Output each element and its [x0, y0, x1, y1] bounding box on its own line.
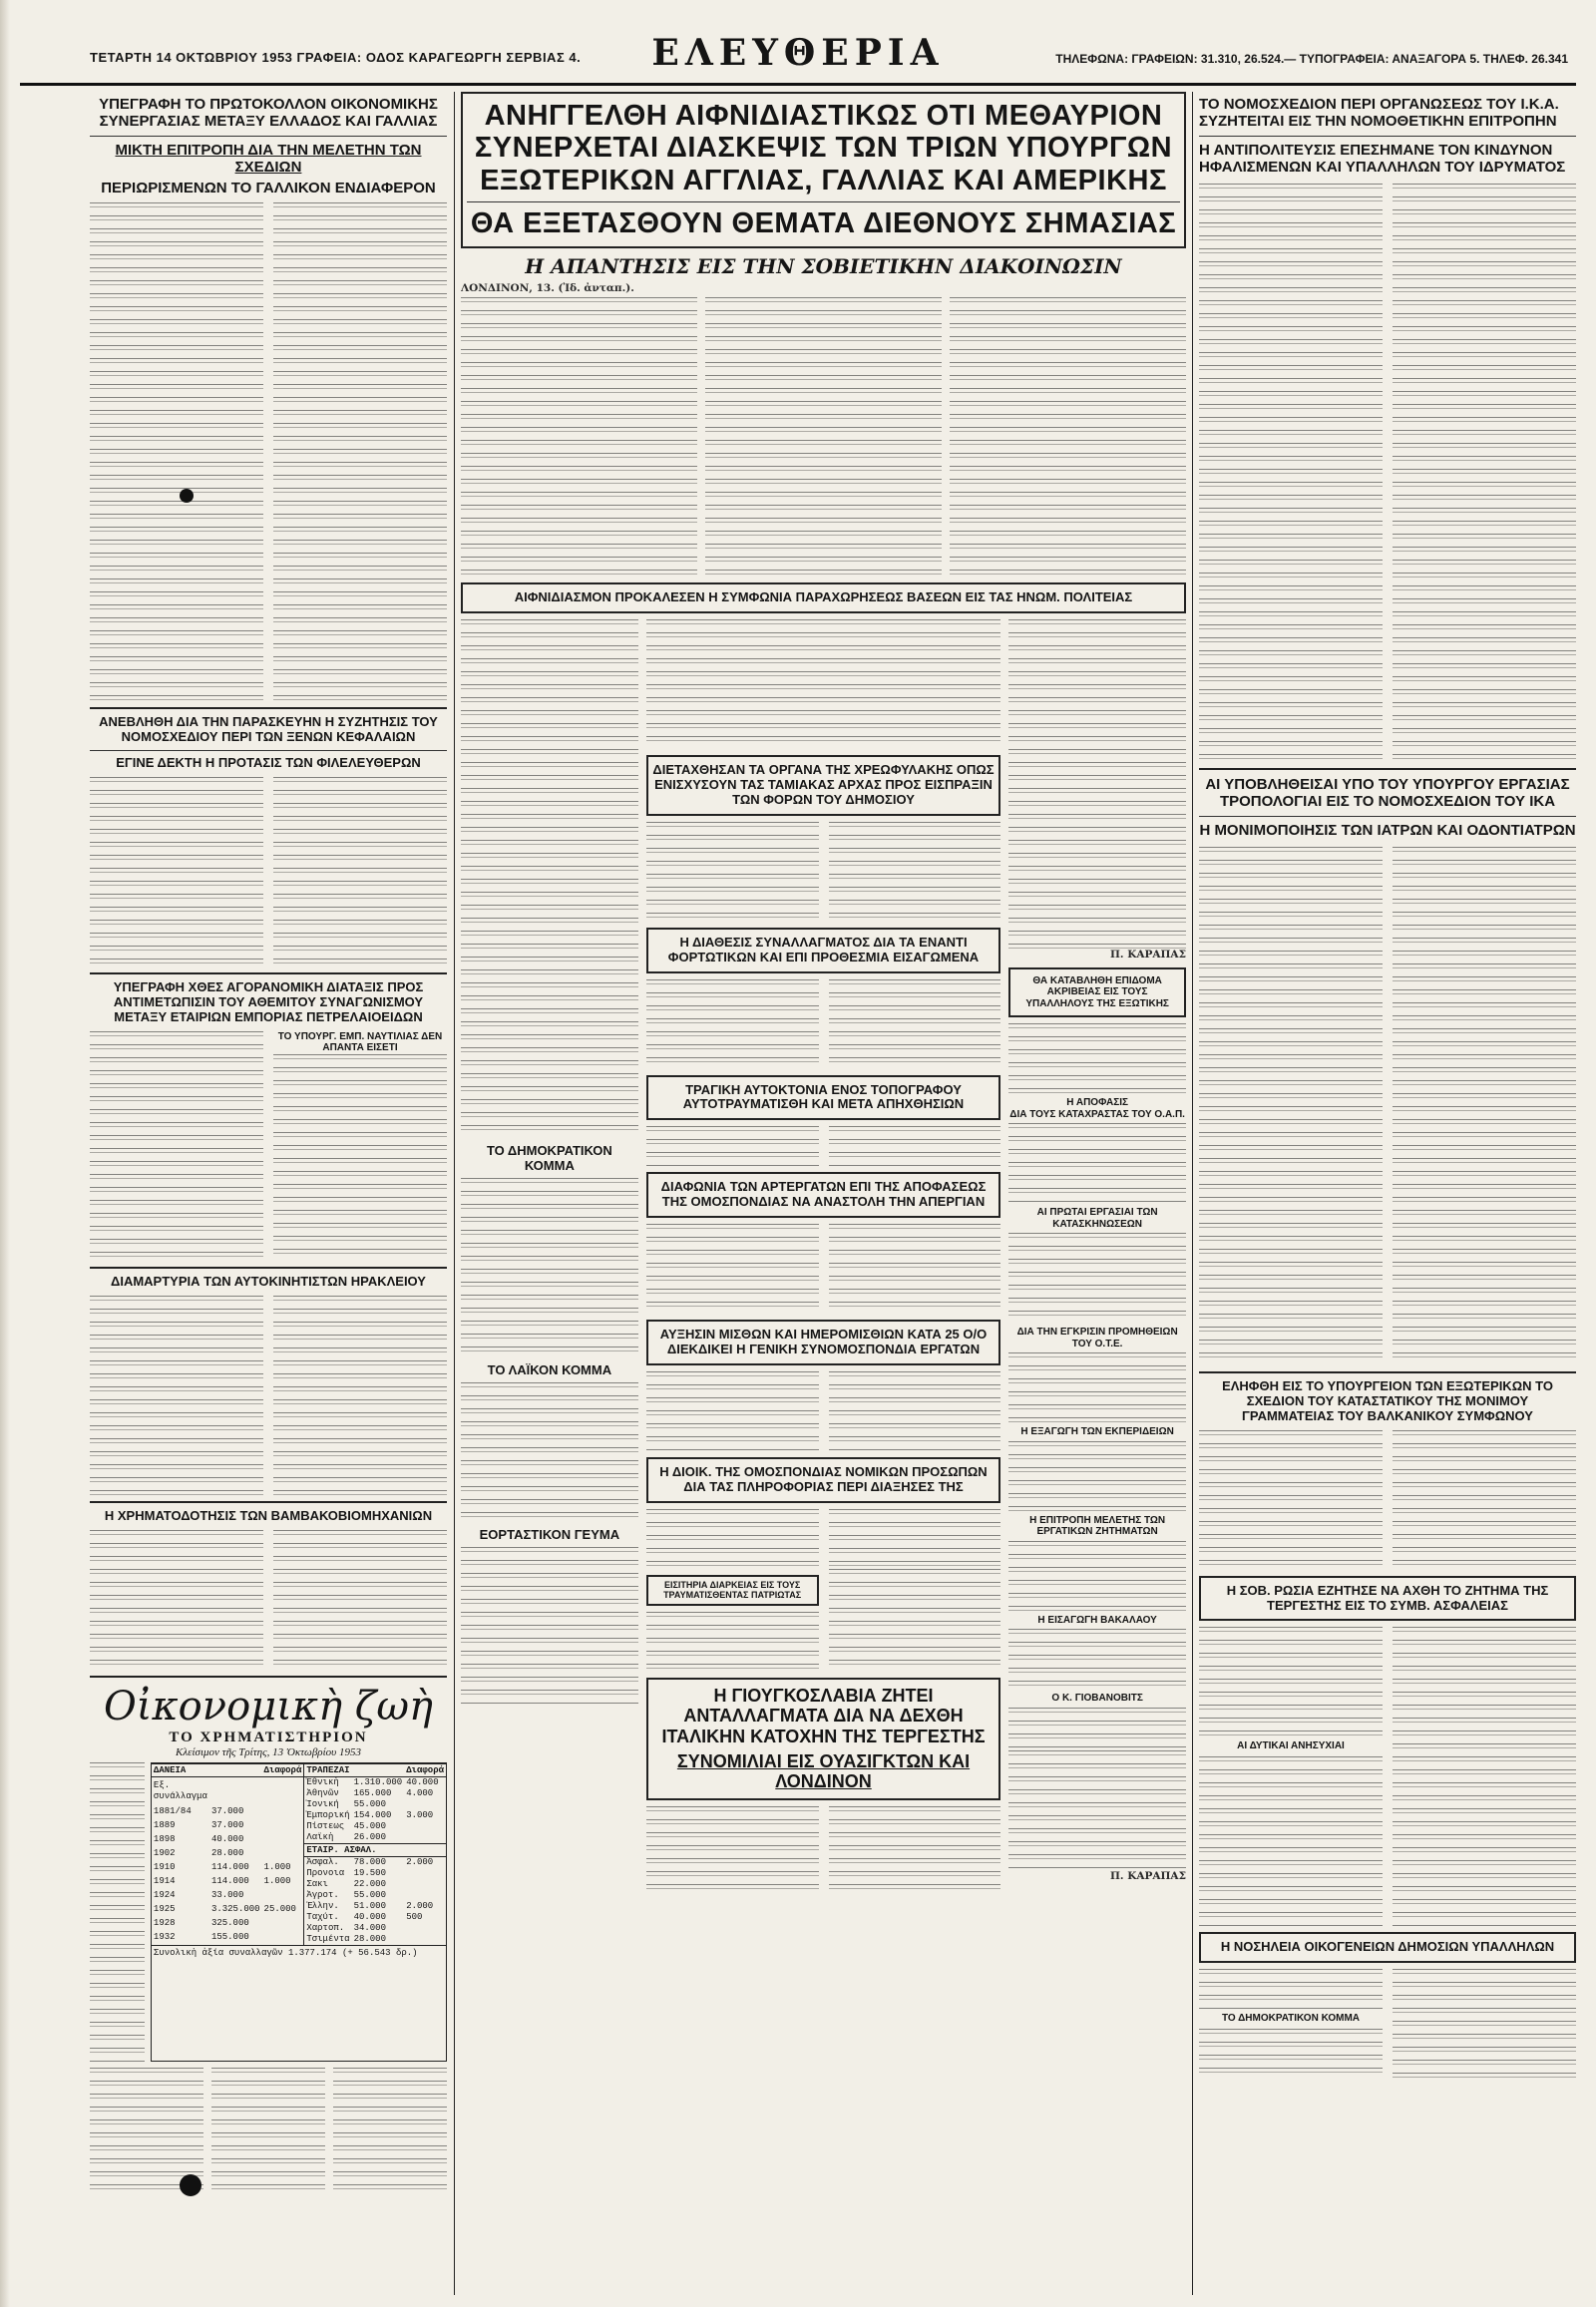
- article-headline: ΑΙ ΥΠΟΒΛΗΘΕΙΣΑΙ ΥΠΟ ΤΟΥ ΥΠΟΥΡΓΟΥ ΕΡΓΑΣΙΑΣ ΤΡΟΠΟΛΟΓΙΑΙ ΕΙΣ ΤΟ ΝΟΜΟΣΧΕΔΙΟΝ ΤΟΥ ΙΚΑ: [1205, 776, 1570, 811]
- loans-header: ΔΑΝΕΙΑ: [152, 1763, 209, 1776]
- article-body: [646, 979, 1001, 1069]
- table-cell: Ἐμπορική: [306, 1809, 350, 1820]
- article-headline-box: [1199, 1576, 1576, 1622]
- table-cell: [209, 1776, 262, 1805]
- article-subheadline: ΠΕΡΙΩΡΙΣΜΕΝΩΝ ΤΟ ΓΑΛΛΙΚΟΝ ΕΝΔΙΑΦΕΡΟΝ: [101, 180, 436, 196]
- article-headline-box: [646, 1457, 1001, 1503]
- table-cell: 78.000: [353, 1856, 386, 1867]
- article-body: [461, 1382, 638, 1522]
- article-body: [90, 777, 447, 966]
- column-divider: [1192, 92, 1193, 2295]
- table-cell: 1898: [153, 1834, 176, 1845]
- article-headline-box: [646, 928, 1001, 973]
- article-body: [646, 1371, 1001, 1451]
- scan-shadow: [0, 0, 10, 2307]
- article-headline-box: [1199, 1932, 1576, 1963]
- lead-kicker: Η ΑΠΑΝΤΗΣΙΣ ΕΙΣ ΤΗΝ ΣΟΒΙΕΤΙΚΗΝ ΔΙΑΚΟΙΝΩΣΙΝ: [525, 253, 1122, 278]
- table-cell: Ἀσφαλ.: [306, 1856, 339, 1867]
- article-headline: Η ΧΡΗΜΑΤΟΔΟΤΗΣΙΣ ΤΩΝ ΒΑΜΒΑΚΟΒΙΟΜΗΧΑΝΙΩΝ: [104, 1507, 433, 1523]
- article-body: [1008, 619, 1186, 949]
- article-body: [1199, 1430, 1576, 1570]
- table-cell: 55.000: [353, 1889, 386, 1900]
- article-headline: ΔΙΑ ΤΗΝ ΕΓΚΡΙΣΙΝ ΠΡΟΜΗΘΕΙΩΝ ΤΟΥ Ο.Τ.Ε.: [1016, 1327, 1178, 1349]
- article-body: [1199, 847, 1576, 1365]
- shares-header: ΕΤΑΙΡ. ΑΣΦΑΛ.: [304, 1843, 446, 1856]
- loan-row: [152, 1805, 304, 1819]
- table-cell: 1.310.000: [353, 1776, 403, 1787]
- table-cell: 22.000: [353, 1878, 386, 1889]
- table-cell: 114.000: [210, 1876, 249, 1887]
- table-cell: 34.000: [353, 1922, 386, 1933]
- table-cell: 1902: [153, 1848, 176, 1859]
- article-headline: ΤΡΑΓΙΚΗ ΑΥΤΟΚΤΟΝΙΑ ΕΝΟΣ ΤΟΠΟΓΡΑΦΟΥ ΑΥΤΟΤΡΑΥΜΑΤΙΣΘΗ ΚΑΙ ΜΕΤΑ ΑΠΗΧΘΗΣΙΩΝ: [682, 1081, 965, 1112]
- right-column: [1199, 92, 1576, 2295]
- table-cell: 28.000: [353, 1933, 386, 1944]
- table-cell: [404, 1799, 446, 1810]
- article-headline: Η ΓΙΟΥΓΚΟΣΛΑΒΙΑ ΖΗΤΕΙ ΑΝΤΑΛΛΑΓΜΑΤΑ ΔΙΑ ΝΑ ΔΕΧΘΗ ΙΤΑΛΙΚΗΝ ΚΑΤΟΧΗΝ ΤΗΣ ΤΕΡΓΕΣΤΗΣ: [661, 1685, 986, 1747]
- table-cell: 1910: [153, 1862, 176, 1873]
- table-cell: [404, 1868, 446, 1879]
- article-headline: ΔΙΕΤΑΧΘΗΣΑΝ ΤΑ ΟΡΓΑΝΑ ΤΗΣ ΧΡΕΩΦΥΛΑΚΗΣ ΟΠΩΣ ΕΝΙΣΧΥΣΟΥΝ ΤΑΣ ΤΑΜΙΑΚΑΣ ΑΡΧΑΣ ΠΡΟΣ ΕΙΣΠΡΑΞΙΝ ΤΩΝ ΦΟΡΩΝ ΤΟΥ ΔΗΜΟΣΙΟΥ: [652, 761, 995, 807]
- article-headline: ΕΙΣΙΤΗΡΙΑ ΔΙΑΡΚΕΙΑΣ ΕΙΣ ΤΟΥΣ ΤΡΑΥΜΑΤΙΣΘΕΝΤΑΣ ΠΑΤΡΙΩΤΑΣ: [663, 1580, 802, 1601]
- masthead: [20, 28, 1576, 86]
- table-cell: 51.000: [353, 1900, 386, 1911]
- article-headline: Η ΔΙΑΘΕΣΙΣ ΣΥΝΑΛΛΑΓΜΑΤΟΣ ΔΙΑ ΤΑ ΕΝΑΝΤΙ ΦΟΡΤΩΤΙΚΩΝ ΚΑΙ ΕΠΙ ΠΡΟΘΕΣΜΙΑ ΕΙΣΑΓΩΜΕΝΑ: [667, 934, 980, 964]
- article-body: [646, 1509, 1001, 1569]
- table-cell: [404, 1890, 446, 1901]
- loan-row: [152, 1889, 304, 1903]
- bank-row: [304, 1810, 446, 1821]
- ink-blot: [180, 2174, 201, 2196]
- article-headline: ΕΟΡΤΑΣΤΙΚΟΝ ΓΕΥΜΑ: [479, 1526, 620, 1542]
- economy-body: [90, 2068, 447, 2197]
- byline: Π. ΚΑΡΑΠΑΣ: [1109, 948, 1186, 961]
- table-cell: Προνοια: [306, 1867, 345, 1878]
- loan-row: [152, 1903, 304, 1917]
- table-cell: Ἑλλην.: [306, 1900, 339, 1911]
- article-body: [1008, 1233, 1186, 1323]
- article-subheadline: Η ΑΝΤΙΠΟΛΙΤΕΥΣΙΣ ΕΠΕΣΗΜΑΝΕ ΤΟΝ ΚΙΝΔΥΝΟΝ ΗΦΑΛΙΣΜΕΝΩΝ ΚΑΙ ΥΠΑΛΛΗΛΩΝ ΤΟΥ ΙΔΡΥΜΑΤΟΣ: [1199, 141, 1566, 176]
- article-body: [1008, 1023, 1186, 1093]
- table-cell: [262, 1917, 304, 1931]
- bank-row: [304, 1821, 446, 1832]
- article-body: [1008, 1352, 1186, 1422]
- article-body: [1199, 1627, 1576, 1926]
- article-headline: Η ΑΠΟΦΑΣΙΣ: [1066, 1097, 1129, 1109]
- table-cell: 155.000: [210, 1932, 249, 1943]
- table-cell: 40.000: [210, 1834, 244, 1845]
- table-cell: 1881/84: [153, 1806, 192, 1817]
- table-cell: 19.500: [353, 1867, 386, 1878]
- article-headline: ΑΙ ΠΡΩΤΑΙ ΕΡΓΑΣΙΑΙ ΤΩΝ ΚΑΤΑΣΚΗΝΩΣΕΩΝ: [1036, 1207, 1158, 1230]
- lead-subheadline: ΘΑ ΕΞΕΤΑΣΘΟΥΝ ΘΕΜΑΤΑ ΔΙΕΘΝΟΥΣ ΣΗΜΑΣΙΑΣ: [470, 207, 1177, 240]
- dateline: ΛΟΝΔΙΝΟΝ, 13. (Ἰδ. ἀνταπ.).: [461, 281, 634, 294]
- table-cell: 4.000: [406, 1787, 434, 1798]
- bank-row: [304, 1832, 446, 1844]
- table-cell: [404, 1832, 446, 1844]
- share-row: [304, 1879, 446, 1890]
- table-cell: [262, 1931, 304, 1945]
- article-body: [646, 1806, 1001, 1896]
- left-column: [90, 92, 447, 2295]
- table-cell: 28.000: [210, 1848, 244, 1859]
- table-cell: 1.000: [263, 1862, 291, 1873]
- article-body: [90, 1296, 447, 1495]
- lead-headline: ΑΝΗΓΓΕΛΘΗ ΑΙΦΝΙΔΙΑΣΤΙΚΩΣ ΟΤΙ ΜΕΘΑΥΡΙΟΝ ΣΥΝΕΡΧΕΤΑΙ ΔΙΑΣΚΕΨΙΣ ΤΩΝ ΤΡΙΩΝ ΥΠΟΥΡΓΩΝ ΕΞΩΤΕΡΙΚΩΝ ΑΓΓΛΙΑΣ, ΓΑΛΛΙΑΣ ΚΑΙ ΑΜΕΡΙΚΗΣ: [474, 100, 1173, 196]
- date-line: ΤΕΤΑΡΤΗ 14 ΟΚΤΩΒΡΙΟΥ 1953 ΓΡΑΦΕΙΑ: ΟΔΟΣ ΚΑΡΑΓΕΩΡΓΗ ΣΕΡΒΙΑΣ 4.: [90, 50, 582, 65]
- article-body: [646, 1224, 1001, 1314]
- article-headline-box: [461, 582, 1186, 613]
- table-cell: 1928: [153, 1918, 176, 1929]
- article-headline: ΤΟ ΔΗΜΟΚΡΑΤΙΚΟΝ ΚΟΜΜΑ: [1221, 2013, 1361, 2025]
- bank-row: [304, 1788, 446, 1799]
- table-cell: [262, 1805, 304, 1819]
- table-cell: 37.000: [210, 1806, 244, 1817]
- table-cell: [262, 1833, 304, 1847]
- table-cell: Λαϊκὴ: [306, 1831, 334, 1842]
- article-subheadline: ΕΓΙΝΕ ΔΕΚΤΗ Η ΠΡΟΤΑΣΙΣ ΤΩΝ ΦΙΛΕΛΕΥΘΕΡΩΝ: [116, 755, 421, 771]
- article-headline: ΤΟ ΔΗΜΟΚΡΑΤΙΚΟΝ ΚΟΜΜΑ: [486, 1142, 612, 1173]
- table-cell: 45.000: [353, 1820, 386, 1831]
- article-body: [90, 1530, 447, 1670]
- article-headline-box: [646, 1678, 1001, 1800]
- table-cell: Ἐθνικὴ: [306, 1776, 339, 1787]
- share-row: [304, 1856, 446, 1868]
- table-cell: [262, 1847, 304, 1861]
- table-cell: Τσιμέντα: [306, 1933, 350, 1944]
- loan-row: [152, 1861, 304, 1875]
- bank-row: [304, 1776, 446, 1788]
- article-body: [1199, 1969, 1576, 2079]
- economy-body: [90, 1762, 145, 2062]
- article-body: [461, 1547, 638, 1707]
- article-body: [1008, 1441, 1186, 1511]
- bank-row: [304, 1799, 446, 1810]
- share-row: [304, 1923, 446, 1934]
- article-headline: ΔΙΑΜΑΡΤΥΡΙΑ ΤΩΝ ΑΥΤΟΚΙΝΗΤΙΣΤΩΝ ΗΡΑΚΛΕΙΟΥ: [111, 1273, 426, 1289]
- article-headline: Ο Κ. ΓΙΟΒΑΝΟΒΙΤΣ: [1051, 1693, 1143, 1705]
- article-body: [1008, 1541, 1186, 1611]
- table-cell: Πίστεως: [306, 1820, 345, 1831]
- article-headline: ΤΟ ΝΟΜΟΣΧΕΔΙΟΝ ΠΕΡΙ ΟΡΓΑΝΩΣΕΩΣ ΤΟΥ Ι.Κ.Α. ΣΥΖΗΤΕΙΤΑΙ ΕΙΣ ΤΗΝ ΝΟΜΟΘΕΤΙΚΗΝ ΕΠΙΤΡΟΠΗΝ: [1199, 96, 1559, 131]
- article-body: [646, 1569, 1001, 1672]
- loan-row: [152, 1847, 304, 1861]
- article-headline-box: [1008, 967, 1186, 1018]
- share-row: [304, 1912, 446, 1923]
- article-headline: ΥΠΕΓΡΑΦΗ ΤΟ ΠΡΩΤΟΚΟΛΛΟΝ ΟΙΚΟΝΟΜΙΚΗΣ ΣΥΝΕΡΓΑΣΙΑΣ ΜΕΤΑΞΥ ΕΛΛΑΔΟΣ ΚΑΙ ΓΑΛΛΙΑΣ: [99, 96, 438, 131]
- loans-table: [152, 1763, 304, 1945]
- table-cell: [262, 1819, 304, 1833]
- article-subheadline: ΣΥΝΟΜΙΛΙΑΙ ΕΙΣ ΟΥΑΣΙΓΚΤΩΝ ΚΑΙ ΛΟΝΔΙΝΟΝ: [676, 1750, 971, 1792]
- table-cell: 55.000: [353, 1798, 386, 1809]
- table-cell: 1924: [153, 1890, 176, 1901]
- table-cell: 3.325.000: [210, 1904, 260, 1915]
- article-headline: Η ΕΙΣΑΓΩΓΗ ΒΑΚΑΛΑΟΥ: [1037, 1614, 1157, 1626]
- table-cell: 114.000: [210, 1862, 249, 1873]
- newspaper-title: ΕΛΕΥΘΕΡΙΑ: [651, 32, 945, 74]
- share-row: [304, 1934, 446, 1945]
- exchange-total: Συνολικὴ ἀξία συναλλαγῶν 1.377.174 (+ 56.543 δρ.): [152, 1945, 446, 1960]
- article-body: [1008, 1629, 1186, 1689]
- article-body: [461, 619, 638, 1138]
- article-headline: ΥΠΕΓΡΑΦΗ ΧΘΕΣ ΑΓΟΡΑΝΟΜΙΚΗ ΔΙΑΤΑΞΙΣ ΠΡΟΣ ΑΝΤΙΜΕΤΩΠΙΣΙΝ ΤΟΥ ΑΘΕΜΙΤΟΥ ΣΥΝΑΓΩΝΙΣΜΟΥ ΜΕΤΑΞΥ ΕΤΑΙΡΙΩΝ ΕΜΠΟΡΙΑΣ ΠΕΤΡΕΛΑΙΟΕΙΔΩΝ: [113, 979, 424, 1024]
- table-cell: 1932: [153, 1932, 176, 1943]
- stock-exchange-title: ΤΟ ΧΡΗΜΑΤΙΣΤΗΡΙΟΝ: [169, 1729, 368, 1745]
- table-cell: Χαρτοπ.: [306, 1922, 345, 1933]
- table-cell: 33.000: [210, 1890, 244, 1901]
- article-subheadline: Η ΜΟΝΙΜΟΠΟΙΗΣΙΣ ΤΩΝ ΙΑΤΡΩΝ ΚΑΙ ΟΔΟΝΤΙΑΤΡΩΝ: [1199, 821, 1576, 839]
- article-body: [461, 1178, 638, 1357]
- article-body: [461, 297, 1186, 577]
- table-cell: 154.000: [353, 1809, 392, 1820]
- article-headline: ΑΝΕΒΛΗΘΗ ΔΙΑ ΤΗΝ ΠΑΡΑΣΚΕΥΗΝ Η ΣΥΖΗΤΗΣΙΣ ΤΟΥ ΝΟΜΟΣΧΕΔΙΟΥ ΠΕΡΙ ΤΩΝ ΞΕΝΩΝ ΚΕΦΑΛΑΙΩΝ: [99, 714, 438, 745]
- table-cell: 165.000: [353, 1787, 392, 1798]
- banks-header: ΤΡΑΠΕΖΑΙ: [306, 1764, 350, 1775]
- table-cell: 1889: [153, 1820, 176, 1831]
- change-header: Διαφορά: [262, 1763, 304, 1776]
- article-body: [646, 619, 1001, 749]
- article-subheadline: ΔΙΑ ΤΟΥΣ ΚΑΤΑΧΡΑΣΤΑΣ ΤΟΥ Ο.Α.Π.: [1009, 1108, 1185, 1120]
- article-headline: Η ΕΞΑΓΩΓΗ ΤΩΝ ΕΚΠΕΡΙΔΕΙΩΝ: [1020, 1426, 1174, 1438]
- article-headline: Η ΝΟΣΗΛΕΙΑ ΟΙΚΟΓΕΝΕΙΩΝ ΔΗΜΟΣΙΩΝ ΥΠΑΛΛΗΛΩΝ: [1220, 1939, 1555, 1955]
- table-cell: [262, 1889, 304, 1903]
- loan-row: [152, 1819, 304, 1833]
- article-headline: Η ΔΙΟΙΚ. ΤΗΣ ΟΜΟΣΠΟΝΔΙΑΣ ΝΟΜΙΚΩΝ ΠΡΟΣΩΠΩΝ ΔΙΑ ΤΑΣ ΠΛΗΡΟΦΟΡΙΑΣ ΠΕΡΙ ΔΙΑΞΗΣΕΣ ΤΗΣ: [659, 1464, 988, 1495]
- economy-section: [90, 1684, 447, 2197]
- table-cell: 40.000: [406, 1776, 439, 1787]
- article-headline-box: [646, 1172, 1001, 1218]
- column-divider: [454, 92, 455, 2295]
- share-row: [304, 1901, 446, 1912]
- article-subheadline: ΤΟ ΥΠΟΥΡΓ. ΕΜΠ. ΝΑΥΤΙΛΙΑΣ ΔΕΝ ΑΠΑΝΤΑ ΕΙΣΕΤΙ: [277, 1030, 443, 1054]
- loan-row: [152, 1931, 304, 1945]
- article-headline-box: [646, 755, 1001, 816]
- table-cell: 2.000: [406, 1856, 434, 1867]
- table-cell: [404, 1821, 446, 1832]
- table-cell: 1.000: [263, 1876, 291, 1887]
- table-cell: [262, 1776, 304, 1805]
- table-cell: Σακι: [306, 1878, 328, 1889]
- session-date: Κλείσιμον τῆς Τρίτης, 13 Ὀκτωβρίου 1953: [176, 1745, 361, 1758]
- article-headline: ΔΙΑΦΩΝΙΑ ΤΩΝ ΑΡΤΕΡΓΑΤΩΝ ΕΠΙ ΤΗΣ ΑΠΟΦΑΣΕΩΣ ΤΗΣ ΟΜΟΣΠΟΝΔΙΑΣ ΝΑ ΑΝΑΣΤΟΛΗ ΤΗΝ ΑΠΕΡΓΙΑΝ: [660, 1179, 987, 1210]
- article-headline: ΑΙΦΝΙΔΙΑΣΜΟΝ ΠΡΟΚΑΛΕΣΕΝ Η ΣΥΜΦΩΝΙΑ ΠΑΡΑΧΩΡΗΣΕΩΣ ΒΑΣΕΩΝ ΕΙΣ ΤΑΣ ΗΝΩΜ. ΠΟΛΙΤΕΙΑΣ: [514, 588, 1133, 604]
- article-headline: Η ΣΟΒ. ΡΩΣΙΑ ΕΖΗΤΗΣΕ ΝΑ ΑΧΘΗ ΤΟ ΖΗΤΗΜΑ ΤΗΣ ΤΕΡΓΕΣΤΗΣ ΕΙΣ ΤΟ ΣΥΜΒ. ΑΣΦΑΛΕΙΑΣ: [1226, 1582, 1549, 1613]
- loan-row: [152, 1776, 304, 1805]
- table-cell: Ἀγροτ.: [306, 1889, 339, 1900]
- table-cell: [404, 1879, 446, 1890]
- article-body: [646, 822, 1001, 922]
- table-cell: 26.000: [353, 1831, 386, 1842]
- table-cell: 25.000: [263, 1904, 296, 1915]
- loan-row: [152, 1833, 304, 1847]
- change-header: Διαφορά: [406, 1764, 444, 1775]
- share-row: [304, 1890, 446, 1901]
- article-headline: ΘΑ ΚΑΤΑΒΛΗΘΗ ΕΠΙΔΟΜΑ ΑΚΡΙΒΕΙΑΣ ΕΙΣ ΤΟΥΣ ΥΠΑΛΛΗΛΟΥΣ ΤΗΣ ΕΞΩΤΙΚΗΣ: [1025, 974, 1169, 1009]
- table-cell: 40.000: [353, 1911, 386, 1922]
- article-body: [1008, 1708, 1186, 1747]
- article-headline: ΑΥΞΗΣΙΝ ΜΙΣΘΩΝ ΚΑΙ ΗΜΕΡΟΜΙΣΘΙΩΝ ΚΑΤΑ 25 Ο/Ο ΔΙΕΚΔΙΚΕΙ Η ΓΕΝΙΚΗ ΣΥΝΟΜΟΣΠΟΝΔΙΑ ΕΡΓΑΤΩΝ: [659, 1327, 988, 1357]
- table-cell: Ἰονική: [306, 1798, 339, 1809]
- article-headline-box: [646, 1320, 1001, 1365]
- table-cell: 3.000: [406, 1809, 434, 1820]
- center-column: [461, 92, 1186, 2295]
- loan-row: [152, 1875, 304, 1889]
- article-headline: ΤΟ ΛΑΪΚΟΝ ΚΟΜΜΑ: [487, 1361, 612, 1377]
- lead-story-headline-box: [461, 92, 1186, 248]
- article-subheadline: ΜΙΚΤΗ ΕΠΙΤΡΟΠΗ ΔΙΑ ΤΗΝ ΜΕΛΕΤΗΝ ΤΩΝ ΣΧΕΔΙΩΝ: [115, 141, 422, 176]
- table-cell: 325.000: [210, 1918, 249, 1929]
- table-cell: Ταχύτ.: [306, 1911, 339, 1922]
- article-subheadline: ΑΙ ΔΥΤΙΚΑΙ ΑΝΗΣΥΧΙΑΙ: [1237, 1740, 1345, 1752]
- article-body: [90, 1031, 447, 1261]
- table-cell: 37.000: [210, 1820, 244, 1831]
- table-cell: [404, 1923, 446, 1934]
- table-cell: 1914: [153, 1876, 176, 1887]
- article-body: [646, 1126, 1001, 1166]
- table-cell: Εξ. συνάλλαγμα: [153, 1779, 207, 1801]
- table-cell: 1925: [153, 1904, 176, 1915]
- article-headline-box: [646, 1075, 1001, 1121]
- article-body: [1008, 1123, 1186, 1203]
- table-cell: Ἀθηνῶν: [306, 1787, 339, 1798]
- quotes-table: [151, 1762, 447, 2062]
- article-body: [90, 202, 447, 701]
- loan-row: [152, 1917, 304, 1931]
- table-cell: [404, 1934, 446, 1945]
- article-headline-box: [646, 1575, 819, 1606]
- article-body: [1199, 184, 1576, 762]
- economy-title: Οἰκονομικὴ ζωὴ: [103, 1683, 434, 1730]
- table-cell: 500: [406, 1911, 423, 1922]
- article-headline: Η ΕΠΙΤΡΟΠΗ ΜΕΛΕΤΗΣ ΤΩΝ ΕΡΓΑΤΙΚΩΝ ΖΗΤΗΜΑΤΩΝ: [1029, 1514, 1166, 1538]
- table-cell: 2.000: [406, 1900, 434, 1911]
- banks-table: [304, 1763, 446, 1945]
- article-body: [1008, 1750, 1186, 1870]
- phone-line: ΤΗΛΕΦΩΝΑ: ΓΡΑΦΕΙΩΝ: 31.310, 26.524.— ΤΥΠΟΓΡΑΦΕΙΑ: ΑΝΑΞΑΓΟΡΑ 5. ΤΗΛΕΦ. 26.341: [1055, 52, 1568, 66]
- article-headline: ΕΛΗΦΘΗ ΕΙΣ ΤΟ ΥΠΟΥΡΓΕΙΟΝ ΤΩΝ ΕΞΩΤΕΡΙΚΩΝ ΤΟ ΣΧΕΔΙΟΝ ΤΟΥ ΚΑΤΑΣΤΑΤΙΚΟΥ ΤΗΣ ΜΟΝΙΜΟΥ ΓΡΑΜΜΑΤΕΙΑΣ ΤΟΥ ΒΑΛΚΑΝΙΚΟΥ ΣΥΜΦΩΝΟΥ: [1222, 1377, 1553, 1423]
- byline: Π. ΚΑΡΑΠΑΣ: [1109, 1869, 1186, 1882]
- ink-blot: [180, 489, 194, 503]
- share-row: [304, 1868, 446, 1879]
